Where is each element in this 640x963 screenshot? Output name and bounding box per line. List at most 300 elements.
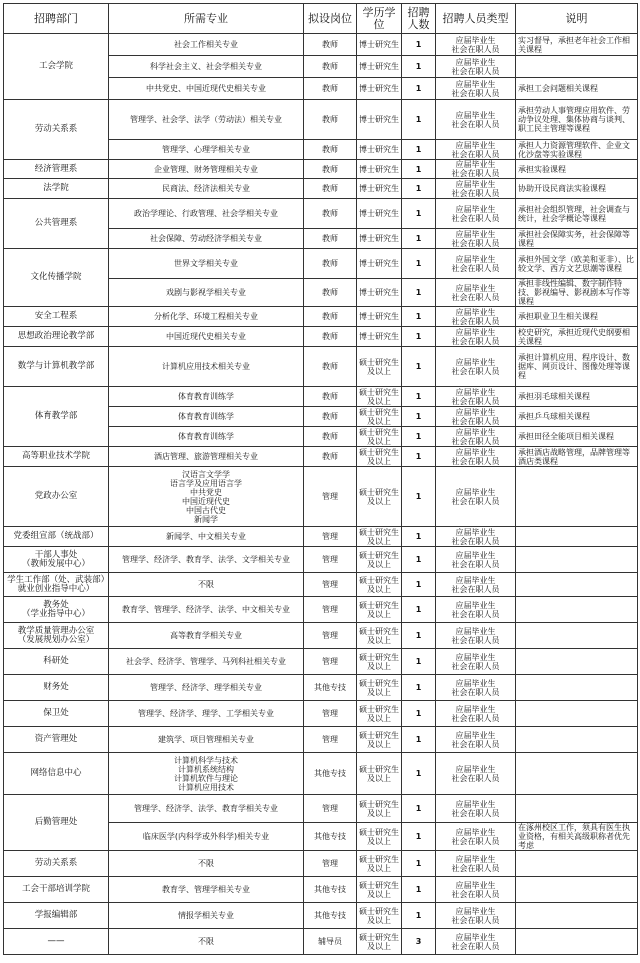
table-row <box>4 675 638 701</box>
edu-cell: 博士研究生 <box>357 140 402 160</box>
text-line: 应届毕业生 <box>455 204 496 214</box>
edu-cell: 硕士研究生及以上 <box>357 727 402 753</box>
text-line: 应届毕业生 <box>455 427 496 437</box>
major-cell: 体育教育训练学 <box>109 407 304 427</box>
text-line: 应届毕业生 <box>455 387 496 397</box>
edu-cell: 硕士研究生及以上 <box>357 427 402 447</box>
table-body <box>4 34 638 955</box>
note-cell <box>516 597 638 623</box>
major-cell: 不限 <box>109 929 304 955</box>
edu-cell: 硕士研究生及以上 <box>357 851 402 877</box>
text-line: 社会在职人员 <box>451 609 500 619</box>
text-line: 应届毕业生 <box>455 626 496 636</box>
type-cell <box>436 140 516 160</box>
table-row <box>4 795 638 823</box>
edu-cell: 硕士研究生及以上 <box>357 447 402 467</box>
text-line: 社会在职人员 <box>451 188 500 198</box>
major-cell: 体育教育训练学 <box>109 427 304 447</box>
post-cell: 教师 <box>304 447 357 467</box>
table-row <box>4 877 638 903</box>
num-cell: 1 <box>402 527 436 547</box>
type-cell <box>436 249 516 279</box>
post-cell: 管理 <box>304 597 357 623</box>
post-cell: 其他专技 <box>304 877 357 903</box>
post-cell: 管理 <box>304 649 357 675</box>
major-cell: 分析化学、环境工程相关专业 <box>109 307 304 327</box>
major-cell: 管理学、经济学、教育学、法学、文学相关专业 <box>109 547 304 573</box>
table-row <box>4 527 638 547</box>
note-cell <box>516 56 638 78</box>
type-cell <box>436 347 516 387</box>
text-line: 社会在职人员 <box>451 536 500 546</box>
text-line: 社会在职人员 <box>451 396 500 406</box>
post-cell: 教师 <box>304 140 357 160</box>
post-cell: 其他专技 <box>304 903 357 929</box>
text-line: 社会在职人员 <box>451 292 500 302</box>
post-cell: 其他专技 <box>304 823 357 851</box>
note-cell: 承担非线性编辑、数字制作特技、影视编导、影视剧本写作等课程 <box>516 279 638 307</box>
post-cell: 辅导员 <box>304 929 357 955</box>
major-cell: 科学社会主义、社会学相关专业 <box>109 56 304 78</box>
major-cell: 管理学、经济学、理学、工学相关专业 <box>109 701 304 727</box>
table-row <box>4 307 638 327</box>
note-cell <box>516 547 638 573</box>
edu-cell: 硕士研究生及以上 <box>357 795 402 823</box>
num-cell: 1 <box>402 160 436 179</box>
text-line: 教学质量管理办公室 <box>17 625 95 636</box>
major-cell: 中共党史、中国近现代史相关专业 <box>109 78 304 100</box>
note-cell: 承担乒乓球相关课程 <box>516 407 638 427</box>
dept-cell: 网络信息中心 <box>4 753 109 795</box>
dept-cell: 经济管理系 <box>4 160 109 179</box>
header-dept: 招聘部门 <box>4 4 109 34</box>
major-cell: 情报学相关专业 <box>109 903 304 929</box>
text-line: 应届毕业生 <box>455 79 496 89</box>
num-cell: 1 <box>402 229 436 249</box>
text-line: 计算机软件与理论 <box>174 773 238 783</box>
major-cell: 新闻学、中文相关专业 <box>109 527 304 547</box>
num-cell: 1 <box>402 56 436 78</box>
num-cell: 1 <box>402 249 436 279</box>
table-row <box>4 34 638 56</box>
dept-cell: 保卫处 <box>4 701 109 727</box>
note-cell: 承担职业卫生相关课程 <box>516 307 638 327</box>
edu-cell: 硕士研究生及以上 <box>357 675 402 701</box>
num-cell: 1 <box>402 903 436 929</box>
text-line: 应届毕业生 <box>455 880 496 890</box>
major-cell: 教育学、管理学相关专业 <box>109 877 304 903</box>
text-line: 计算机系统结构 <box>178 764 234 774</box>
post-cell: 教师 <box>304 56 357 78</box>
dept-cell: 党政办公室 <box>4 467 109 527</box>
dept-cell: 法学院 <box>4 179 109 199</box>
num-cell: 1 <box>402 407 436 427</box>
post-cell: 教师 <box>304 249 357 279</box>
edu-cell: 硕士研究生及以上 <box>357 753 402 795</box>
text-line: （发展规划办公室） <box>17 634 95 645</box>
table-row <box>4 597 638 623</box>
post-cell: 管理 <box>304 851 357 877</box>
text-line: 中共党史 <box>190 487 222 497</box>
dept-cell: 思想政治理论教学部 <box>4 327 109 347</box>
header-num: 招聘人数 <box>402 4 436 34</box>
type-cell <box>436 179 516 199</box>
num-cell: 1 <box>402 199 436 229</box>
edu-cell: 博士研究生 <box>357 249 402 279</box>
post-cell: 管理 <box>304 727 357 753</box>
edu-cell: 硕士研究生及以上 <box>357 597 402 623</box>
table-row <box>4 929 638 955</box>
text-line: 应届毕业生 <box>455 447 496 457</box>
header-note: 说明 <box>516 4 638 34</box>
num-cell: 1 <box>402 701 436 727</box>
post-cell: 教师 <box>304 327 357 347</box>
post-cell: 管理 <box>304 527 357 547</box>
dept-cell: 文化传播学院 <box>4 249 109 307</box>
num-cell: 1 <box>402 140 436 160</box>
text-line: 社会在职人员 <box>451 635 500 645</box>
num-cell: 1 <box>402 307 436 327</box>
note-cell <box>516 929 638 955</box>
table-row <box>4 467 638 527</box>
text-line: 社会在职人员 <box>451 263 500 273</box>
dept-cell: 科研处 <box>4 649 109 675</box>
num-cell: 1 <box>402 727 436 753</box>
type-cell <box>436 727 516 753</box>
num-cell: 1 <box>402 447 436 467</box>
note-cell <box>516 675 638 701</box>
major-cell: 中国近现代史相关专业 <box>109 327 304 347</box>
post-cell: 教师 <box>304 387 357 407</box>
dept-cell: 公共管理系 <box>4 199 109 249</box>
num-cell: 1 <box>402 823 436 851</box>
text-line: 汉语言文学学 <box>182 469 230 479</box>
post-cell: 教师 <box>304 34 357 56</box>
dept-cell: 工会干部培训学院 <box>4 877 109 903</box>
table-row <box>4 387 638 407</box>
major-cell: 管理学、经济学、法学、教育学相关专业 <box>109 795 304 823</box>
type-cell <box>436 877 516 903</box>
text-line: 社会在职人员 <box>451 238 500 248</box>
text-line: 应届毕业生 <box>455 140 496 150</box>
dept-cell: 劳动关系系 <box>4 851 109 877</box>
type-cell <box>436 229 516 249</box>
text-line: 新闻学 <box>194 514 218 524</box>
text-line: 应届毕业生 <box>455 764 496 774</box>
num-cell: 1 <box>402 649 436 675</box>
text-line: 社会在职人员 <box>451 863 500 873</box>
note-cell: 实习督导，承担老年社会工作相关课程 <box>516 34 638 56</box>
edu-cell: 硕士研究生及以上 <box>357 467 402 527</box>
text-line: 应届毕业生 <box>455 550 496 560</box>
type-cell <box>436 527 516 547</box>
num-cell: 1 <box>402 347 436 387</box>
type-cell <box>436 447 516 467</box>
text-line: 社会在职人员 <box>451 661 500 671</box>
note-cell: 承担酒店战略管理，品牌管理等酒店类课程 <box>516 447 638 467</box>
num-cell: 1 <box>402 34 436 56</box>
edu-cell: 硕士研究生及以上 <box>357 877 402 903</box>
note-cell: 承担计算机应用、程序设计、数据库、网页设计、图像处理等课程 <box>516 347 638 387</box>
text-line: （学业指导中心） <box>21 608 90 619</box>
text-line: 应届毕业生 <box>455 827 496 837</box>
major-cell <box>109 753 304 795</box>
post-cell: 管理 <box>304 795 357 823</box>
note-cell: 承担人力资源管理软件、企业文化沙盘等实验课程 <box>516 140 638 160</box>
post-cell: 教师 <box>304 229 357 249</box>
dept-cell: 党委组宣部（统战部） <box>4 527 109 547</box>
type-cell <box>436 753 516 795</box>
header-post: 拟设岗位 <box>304 4 357 34</box>
num-cell: 1 <box>402 851 436 877</box>
text-line: 应届毕业生 <box>455 254 496 264</box>
text-line: 应届毕业生 <box>455 799 496 809</box>
post-cell: 管理 <box>304 467 357 527</box>
major-cell: 戏剧与影视学相关专业 <box>109 279 304 307</box>
text-line: 应届毕业生 <box>455 160 496 169</box>
num-cell: 1 <box>402 623 436 649</box>
edu-cell: 硕士研究生及以上 <box>357 649 402 675</box>
text-line: 社会在职人员 <box>451 119 500 129</box>
num-cell: 1 <box>402 573 436 597</box>
recruitment-table <box>3 3 638 955</box>
text-line: 社会在职人员 <box>451 213 500 223</box>
table-row <box>4 179 638 199</box>
type-cell <box>436 387 516 407</box>
type-cell <box>436 56 516 78</box>
num-cell: 1 <box>402 597 436 623</box>
note-cell <box>516 623 638 649</box>
edu-cell: 硕士研究生及以上 <box>357 929 402 955</box>
dept-cell: —— <box>4 929 109 955</box>
type-cell <box>436 851 516 877</box>
table-row <box>4 623 638 649</box>
text-line: 应届毕业生 <box>455 229 496 239</box>
note-cell: 承担工会问题相关课程 <box>516 78 638 100</box>
text-line: 社会在职人员 <box>451 584 500 594</box>
edu-cell: 硕士研究生及以上 <box>357 573 402 597</box>
type-cell <box>436 903 516 929</box>
note-cell <box>516 573 638 597</box>
post-cell: 教师 <box>304 179 357 199</box>
note-cell <box>516 467 638 527</box>
dept-cell: 后勤管理处 <box>4 795 109 851</box>
type-cell <box>436 823 516 851</box>
edu-cell: 博士研究生 <box>357 160 402 179</box>
table-row <box>4 347 638 387</box>
text-line: 应届毕业生 <box>455 487 496 497</box>
header-edu: 学历学位 <box>357 4 402 34</box>
edu-cell: 硕士研究生及以上 <box>357 701 402 727</box>
text-line: （教师发展中心） <box>21 558 90 569</box>
dept-cell: 数学与计算机教学部 <box>4 347 109 387</box>
note-cell <box>516 649 638 675</box>
num-cell: 1 <box>402 547 436 573</box>
major-cell: 管理学、心理学相关专业 <box>109 140 304 160</box>
edu-cell: 博士研究生 <box>357 279 402 307</box>
type-cell <box>436 279 516 307</box>
major-cell: 管理学、社会学、法学（劳动法）相关专业 <box>109 100 304 140</box>
edu-cell: 硕士研究生及以上 <box>357 407 402 427</box>
text-line: 应届毕业生 <box>455 327 496 337</box>
post-cell: 教师 <box>304 307 357 327</box>
major-cell: 不限 <box>109 851 304 877</box>
dept-cell <box>4 547 109 573</box>
text-line: 社会在职人员 <box>451 808 500 818</box>
edu-cell: 硕士研究生及以上 <box>357 823 402 851</box>
text-line: 应届毕业生 <box>455 357 496 367</box>
num-cell: 1 <box>402 427 436 447</box>
table-row <box>4 649 638 675</box>
text-line: 应届毕业生 <box>455 307 496 317</box>
text-line: 应届毕业生 <box>455 283 496 293</box>
type-cell <box>436 467 516 527</box>
text-line: 干部人事处 <box>34 549 78 560</box>
post-cell: 其他专技 <box>304 753 357 795</box>
post-cell: 教师 <box>304 279 357 307</box>
text-line: 应届毕业生 <box>455 527 496 537</box>
note-cell: 承担羽毛球相关课程 <box>516 387 638 407</box>
note-cell <box>516 795 638 823</box>
text-line: 中国近现代史 <box>182 496 230 506</box>
text-line: 社会在职人员 <box>451 713 500 723</box>
header-major: 所需专业 <box>109 4 304 34</box>
type-cell <box>436 675 516 701</box>
table-row <box>4 851 638 877</box>
text-line: 社会在职人员 <box>451 66 500 76</box>
note-cell: 在涿州校区工作，须具有医生执业资格，有相关高级职称者优先考虑 <box>516 823 638 851</box>
text-line: 应届毕业生 <box>455 110 496 120</box>
text-line: 应届毕业生 <box>455 704 496 714</box>
post-cell: 教师 <box>304 199 357 229</box>
type-cell <box>436 78 516 100</box>
text-line: 社会在职人员 <box>451 436 500 446</box>
table-row <box>4 903 638 929</box>
dept-cell: 财务处 <box>4 675 109 701</box>
note-cell <box>516 851 638 877</box>
text-line: 社会在职人员 <box>451 687 500 697</box>
num-cell: 1 <box>402 467 436 527</box>
table-row <box>4 249 638 279</box>
post-cell: 教师 <box>304 100 357 140</box>
table-row <box>4 100 638 140</box>
edu-cell: 硕士研究生及以上 <box>357 347 402 387</box>
text-line: 社会在职人员 <box>451 941 500 951</box>
text-line: 社会在职人员 <box>451 416 500 426</box>
post-cell: 教师 <box>304 427 357 447</box>
major-cell: 酒店管理、旅游管理相关专业 <box>109 447 304 467</box>
note-cell <box>516 701 638 727</box>
major-cell: 世界文学相关专业 <box>109 249 304 279</box>
text-line: 社会在职人员 <box>451 366 500 376</box>
table-row <box>4 701 638 727</box>
num-cell: 1 <box>402 100 436 140</box>
edu-cell: 博士研究生 <box>357 199 402 229</box>
table-row <box>4 199 638 229</box>
note-cell: 承担社会组织管理，社会调查与统计，社会学概论等课程 <box>516 199 638 229</box>
dept-cell: 体育教学部 <box>4 387 109 447</box>
type-cell <box>436 795 516 823</box>
dept-cell: 安全工程系 <box>4 307 109 327</box>
type-cell <box>436 929 516 955</box>
type-cell <box>436 407 516 427</box>
text-line: 计算机科学与技术 <box>174 755 238 765</box>
type-cell <box>436 427 516 447</box>
edu-cell: 博士研究生 <box>357 56 402 78</box>
edu-cell: 博士研究生 <box>357 100 402 140</box>
num-cell: 1 <box>402 795 436 823</box>
major-cell: 教育学、管理学、经济学、法学、中文相关专业 <box>109 597 304 623</box>
post-cell: 教师 <box>304 78 357 100</box>
note-cell <box>516 877 638 903</box>
num-cell: 1 <box>402 753 436 795</box>
post-cell: 管理 <box>304 547 357 573</box>
major-cell: 政治学理论、行政管理、社会学相关专业 <box>109 199 304 229</box>
text-line: 应届毕业生 <box>455 678 496 688</box>
type-cell <box>436 547 516 573</box>
type-cell <box>436 701 516 727</box>
edu-cell: 硕士研究生及以上 <box>357 903 402 929</box>
text-line: 应届毕业生 <box>455 906 496 916</box>
note-cell: 承担外国文学（欧美和亚非）、比较文学、西方文艺思潮等课程 <box>516 249 638 279</box>
major-cell: 临床医学(内科学或外科学)相关专业 <box>109 823 304 851</box>
edu-cell: 硕士研究生及以上 <box>357 623 402 649</box>
num-cell: 1 <box>402 279 436 307</box>
header-type: 招聘人员类型 <box>436 4 516 34</box>
type-cell <box>436 597 516 623</box>
text-line: 社会在职人员 <box>451 336 500 346</box>
text-line: 应届毕业生 <box>455 652 496 662</box>
num-cell: 1 <box>402 78 436 100</box>
major-cell: 民商法、经济法相关专业 <box>109 179 304 199</box>
dept-cell <box>4 623 109 649</box>
text-line: 社会在职人员 <box>451 149 500 159</box>
note-cell <box>516 753 638 795</box>
text-line: 社会在职人员 <box>451 456 500 466</box>
text-line: 应届毕业生 <box>455 35 496 45</box>
table-row <box>4 727 638 753</box>
text-line: 社会在职人员 <box>451 169 500 178</box>
type-cell <box>436 160 516 179</box>
edu-cell: 硕士研究生及以上 <box>357 547 402 573</box>
edu-cell: 博士研究生 <box>357 78 402 100</box>
major-cell: 高等教育学相关专业 <box>109 623 304 649</box>
text-line: 应届毕业生 <box>455 407 496 417</box>
text-line: 应届毕业生 <box>455 575 496 585</box>
edu-cell: 博士研究生 <box>357 327 402 347</box>
note-cell <box>516 903 638 929</box>
dept-cell <box>4 597 109 623</box>
major-cell: 社会保障、劳动经济学相关专业 <box>109 229 304 249</box>
dept-cell: 工会学院 <box>4 34 109 100</box>
edu-cell: 博士研究生 <box>357 229 402 249</box>
note-cell: 承担劳动人事管理应用软件、劳动争议处理、集体协商与谈判、职工民主管理等课程 <box>516 100 638 140</box>
dept-cell: 学生工作部（处、武装部）就业创业指导中心） <box>4 573 109 597</box>
text-line: 社会在职人员 <box>451 889 500 899</box>
table-row <box>4 327 638 347</box>
type-cell <box>436 623 516 649</box>
major-cell: 建筑学、项目管理相关专业 <box>109 727 304 753</box>
text-line: 中国古代史 <box>186 505 226 515</box>
num-cell: 1 <box>402 877 436 903</box>
major-cell: 企业管理、财务管理相关专业 <box>109 160 304 179</box>
note-cell: 承担社会保障实务，社会保障等课程 <box>516 229 638 249</box>
num-cell: 1 <box>402 179 436 199</box>
num-cell: 1 <box>402 675 436 701</box>
note-cell <box>516 527 638 547</box>
text-line: 应届毕业生 <box>455 179 496 189</box>
note-cell <box>516 727 638 753</box>
